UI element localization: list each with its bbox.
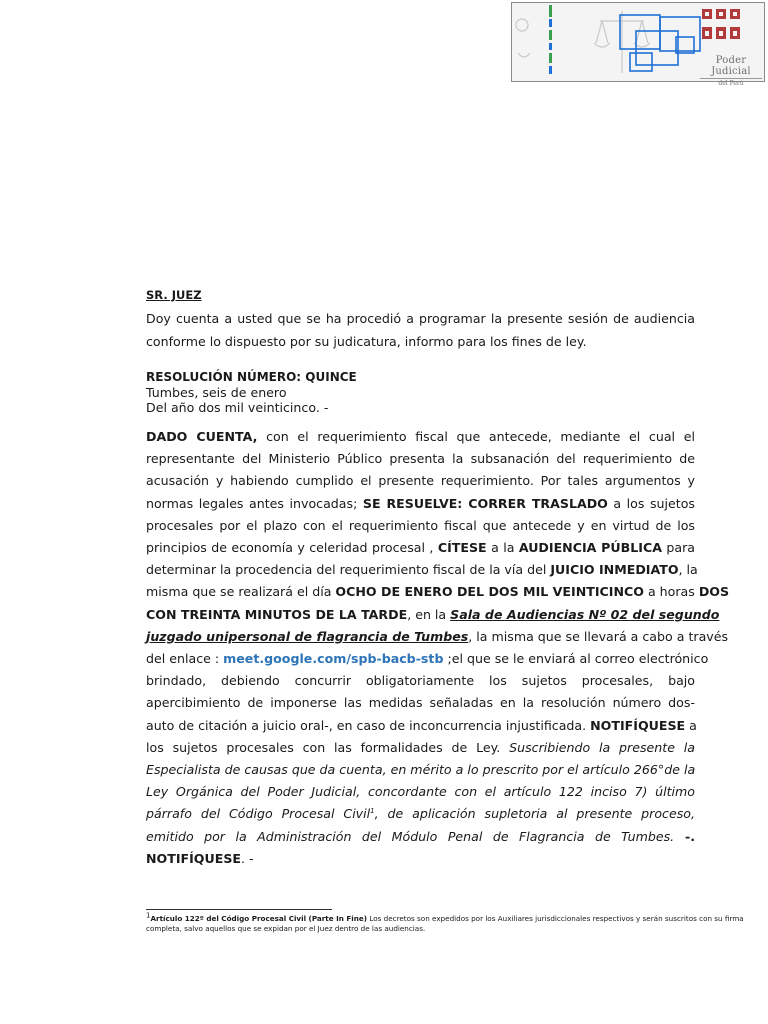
footnote-line	[146, 911, 744, 924]
resolution-year: Del año dos mil veinticinco. -	[146, 400, 329, 415]
resolution-title: RESOLUCIÓN NÚMERO: QUINCE	[146, 370, 357, 384]
body-text: determinar la procedencia del requerimiento fiscal de la vía del	[146, 562, 551, 578]
pole-stripes	[549, 5, 552, 74]
body-line: representante del Ministerio Público presenta la subsanación del requerimiento de	[146, 451, 695, 467]
resolution-body	[146, 426, 730, 870]
logo-line-2: del Perú	[718, 80, 744, 87]
footnote-ref: 1	[370, 807, 375, 816]
body-line	[146, 581, 730, 603]
resolution-place-date: Tumbes, seis de enero	[146, 385, 287, 400]
italic-text: , de aplicación supletoria al presente proceso,	[374, 806, 695, 822]
italic-text: párrafo del Código Procesal Civil	[146, 806, 371, 822]
body-line: procesales por el plazo con el requerimiento fiscal que antecede y en virtud de los	[146, 517, 695, 533]
hearing-time-text: CON TREINTA MINUTOS DE LA TARDE	[146, 606, 408, 622]
body-text: los sujetos procesales con las formalidades de Ley.	[146, 739, 510, 755]
hearing-date-text: OCHO DE ENERO DEL DOS MIL VEINTICINCO	[335, 584, 644, 600]
notifiquese-text: NOTIFÍQUESE	[590, 717, 686, 733]
body-text: a los sujetos	[607, 495, 695, 511]
intro-paragraph: Doy cuenta a usted que se ha procedió a programar la presente sesión de audiencia conforme lo dispuesto por su judicatura, informo para los fines de ley.	[146, 311, 695, 349]
body-text: a	[685, 717, 697, 733]
body-line	[146, 493, 695, 515]
se-resuelve-text: SE RESUELVE: CORRER TRASLADO	[362, 495, 608, 511]
judicial-emblem-icon	[702, 9, 740, 39]
body-text: ;el que se le enviará al correo electrónico	[443, 651, 709, 667]
body-line	[146, 803, 695, 825]
body-line	[146, 848, 695, 870]
audiencia-publica-text: AUDIENCIA PÚBLICA	[518, 540, 662, 556]
blue-squares-graphic	[620, 15, 700, 71]
body-text: auto de citación a juicio oral-, en caso de inconcurrencia injustificada.	[146, 717, 591, 733]
body-line	[146, 559, 698, 581]
body-text: a la	[486, 540, 519, 556]
meet-link[interactable]: meet.google.com/spb-bacb-stb	[223, 651, 444, 667]
body-line	[146, 626, 729, 648]
juicio-inmediato-text: JUICIO INMEDIATO	[550, 562, 679, 578]
footnote-line: completa, salvo aquellos que se expidan por el Juez dentro de las audiencias.	[146, 924, 426, 933]
hearing-room-text: Sala de Audiencias Nº 02 del segundo	[450, 606, 720, 622]
body-text: con el requerimiento fiscal que antecede, mediante el cual el	[257, 429, 695, 444]
body-text: . -	[241, 850, 254, 866]
body-line	[146, 737, 695, 759]
body-text: , la misma que se llevará a cabo a través	[468, 628, 729, 644]
body-line: apercibimiento de imponerse las medidas señaladas en la resolución número dos-	[146, 695, 695, 711]
hearing-room-text: juzgado unipersonal de flagrancia de Tumbes	[146, 628, 469, 644]
footnote-divider	[146, 909, 332, 910]
body-line	[146, 715, 695, 737]
footnote-text: Los decretos son expedidos por los Auxiliares jurisdiccionales respectivos y serán suscritos con su firma	[367, 914, 744, 923]
dado-cuenta-text: DADO CUENTA,	[146, 429, 258, 444]
body-text: principios de economía y celeridad procesal ,	[146, 540, 438, 556]
body-text: a horas	[643, 584, 699, 600]
body-line: Ley Orgánica del Poder Judicial, concordante con el artículo 122 inciso 7) último	[146, 784, 695, 800]
body-line: brindado, debiendo concurrir obligatoriamente los sujetos procesales, bajo	[146, 673, 695, 689]
body-text: del enlace :	[146, 651, 224, 667]
logo-wordmark	[700, 55, 762, 87]
body-text: para	[661, 540, 695, 556]
logo-line-1: Poder Judicial	[700, 55, 762, 79]
body-text: -.	[674, 828, 695, 844]
citese-text: CÍTESE	[437, 540, 487, 556]
footnote-marker: 1	[146, 911, 151, 920]
footnote-title: Artículo 122º del Código Procesal Civil (Parte In Fine)	[150, 914, 368, 923]
body-line	[146, 826, 695, 848]
body-line	[146, 604, 720, 626]
body-line: Especialista de causas que da cuenta, en mérito a lo prescrito por el artículo 266°de la	[146, 762, 696, 778]
body-line	[146, 426, 695, 448]
body-line	[146, 648, 709, 670]
italic-text: Suscribiendo la presente la	[509, 739, 695, 755]
italic-text: emitido por la Administración del Módulo Penal de Flagrancia de Tumbes.	[146, 828, 675, 844]
resolution-header	[146, 370, 357, 415]
addressee-heading: SR. JUEZ	[146, 288, 202, 302]
body-text: misma que se realizará el día	[146, 584, 336, 600]
footnote	[146, 911, 744, 934]
body-line: acusación y habiendo cumplido el presente requerimiento. Por tales argumentos y	[146, 473, 695, 489]
body-text: normas legales antes invocadas;	[146, 495, 363, 511]
body-text: , la	[678, 562, 698, 578]
body-text: , en la	[407, 606, 451, 622]
notifiquese-text: NOTIFÍQUESE	[146, 850, 242, 866]
body-line	[146, 537, 695, 559]
poder-judicial-logo	[511, 2, 765, 87]
hearing-time-text: DOS	[698, 584, 730, 600]
